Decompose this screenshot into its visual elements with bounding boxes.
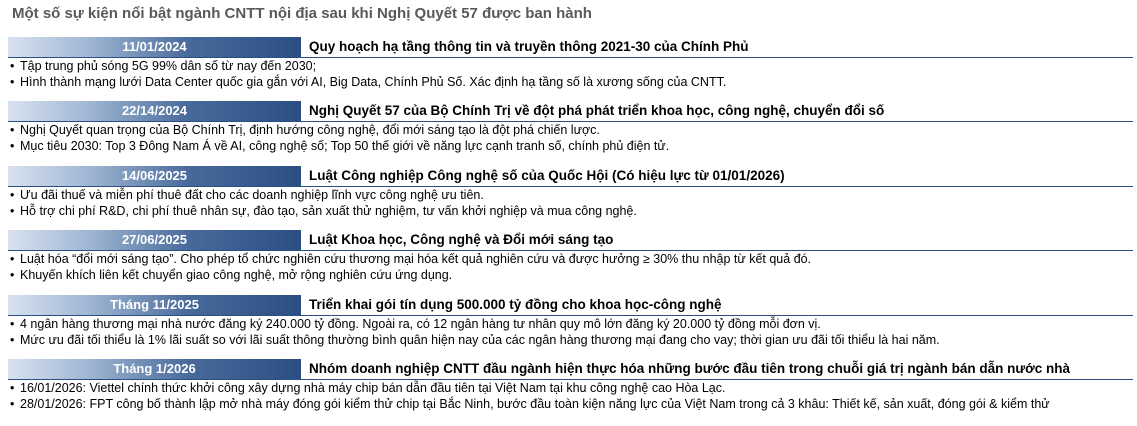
event-block xyxy=(8,295,1133,348)
bullet-item: • 4 ngân hàng thương mại nhà nước đăng ký 240.000 tỷ đồng. Ngoài ra, có 12 ngân hàng tư nhân quy mô lớn đăng ký 20.000 tỷ đồng mỗi đơn vị. xyxy=(8,316,1133,332)
bullet-item: • Khuyến khích liên kết chuyển giao công nghệ, mở rộng nghiên cứu ứng dụng. xyxy=(8,267,1133,283)
bullet-list xyxy=(8,122,1133,154)
event-block xyxy=(8,101,1133,154)
bullet-item: • 28/01/2026: FPT công bố thành lập mở nhà máy đóng gói kiểm thử chip tại Bắc Ninh, bước đầu toàn kiện năng lực của Việt Nam trong cả 3 khâu: Thiết kế, sản xuất, đóng gói & kiểm thử xyxy=(8,396,1120,412)
bullet-list xyxy=(8,316,1133,348)
event-header xyxy=(8,359,1133,380)
bullet-item: • Ưu đãi thuế và miễn phí thuê đất cho các doanh nghiệp lĩnh vực công nghệ ưu tiên. xyxy=(8,187,1133,203)
event-title: Nghị Quyết 57 của Bộ Chính Trị về đột phá phát triển khoa học, công nghệ, chuyển đổi số xyxy=(309,103,885,118)
bullet-list xyxy=(8,58,1133,90)
event-title: Luật Công nghiệp Công nghệ số của Quốc Hội (Có hiệu lực từ 01/01/2026) xyxy=(309,168,785,183)
date-badge: 22/14/2024 xyxy=(8,101,301,121)
event-title: Quy hoạch hạ tầng thông tin và truyền thông 2021-30 của Chính Phủ xyxy=(309,39,749,54)
bullet-list xyxy=(8,251,1133,283)
date-badge: Tháng 11/2025 xyxy=(8,295,301,315)
event-block xyxy=(8,230,1133,283)
bullet-list xyxy=(8,380,1133,412)
event-header xyxy=(8,166,1133,187)
date-badge: 11/01/2024 xyxy=(8,37,301,57)
bullet-item: • Luật hóa “đổi mới sáng tạo”. Cho phép tổ chức nghiên cứu thương mại hóa kết quả nghiên cứu và được hưởng ≥ 30% thu nhập từ kết quả đó. xyxy=(8,251,1133,267)
bullet-item: • Mục tiêu 2030: Top 3 Đông Nam Á về AI, công nghệ số; Top 50 thế giới về năng lực cạnh tranh số, chính phủ điện tử. xyxy=(8,138,1133,154)
event-header xyxy=(8,37,1133,58)
event-title: Nhóm doanh nghiệp CNTT đầu ngành hiện thực hóa những bước đầu tiên trong chuỗi giá trị ngành bán dẫn nước nhà xyxy=(309,361,1071,376)
event-block xyxy=(8,166,1133,219)
page-title: Một số sự kiện nổi bật ngành CNTT nội địa sau khi Nghị Quyết 57 được ban hành xyxy=(12,5,592,22)
date-badge: Tháng 1/2026 xyxy=(8,359,301,379)
event-block xyxy=(8,359,1133,412)
bullet-item: • Nghị Quyết quan trọng của Bộ Chính Trị, định hướng công nghệ, đổi mới sáng tạo là đột phá chiến lược. xyxy=(8,122,1133,138)
date-badge: 14/06/2025 xyxy=(8,166,301,186)
bullet-item: • Hình thành mạng lưới Data Center quốc gia gắn với AI, Big Data, Chính Phủ Số. Xác định hạ tầng số là xương sống của CNTT. xyxy=(8,74,1133,90)
bullet-item: • 16/01/2026: Viettel chính thức khởi công xây dựng nhà máy chip bán dẫn đầu tiên tại Việt Nam tại khu công nghệ cao Hòa Lạc. xyxy=(8,380,1133,396)
bullet-item: • Hỗ trợ chi phí R&D, chi phí thuê nhân sự, đào tạo, sản xuất thử nghiệm, tư vấn khởi nghiệp và mua công nghệ. xyxy=(8,203,1133,219)
bullet-item: • Mức ưu đãi tối thiểu là 1% lãi suất so với lãi suất thông thường bình quân hiện nay của các ngân hàng thương mại đang cho vay; thời gian ưu đãi tối thiểu là hai năm. xyxy=(8,332,1133,348)
event-title: Triển khai gói tín dụng 500.000 tỷ đồng cho khoa học-công nghệ xyxy=(309,297,722,312)
bullet-list xyxy=(8,187,1133,219)
event-block xyxy=(8,37,1133,90)
date-badge: 27/06/2025 xyxy=(8,230,301,250)
event-header xyxy=(8,295,1133,316)
bullet-item: • Tập trung phủ sóng 5G 99% dân số từ nay đến 2030; xyxy=(8,58,1133,74)
event-header xyxy=(8,101,1133,122)
event-title: Luật Khoa học, Công nghệ và Đổi mới sáng tạo xyxy=(309,232,614,247)
event-header xyxy=(8,230,1133,251)
